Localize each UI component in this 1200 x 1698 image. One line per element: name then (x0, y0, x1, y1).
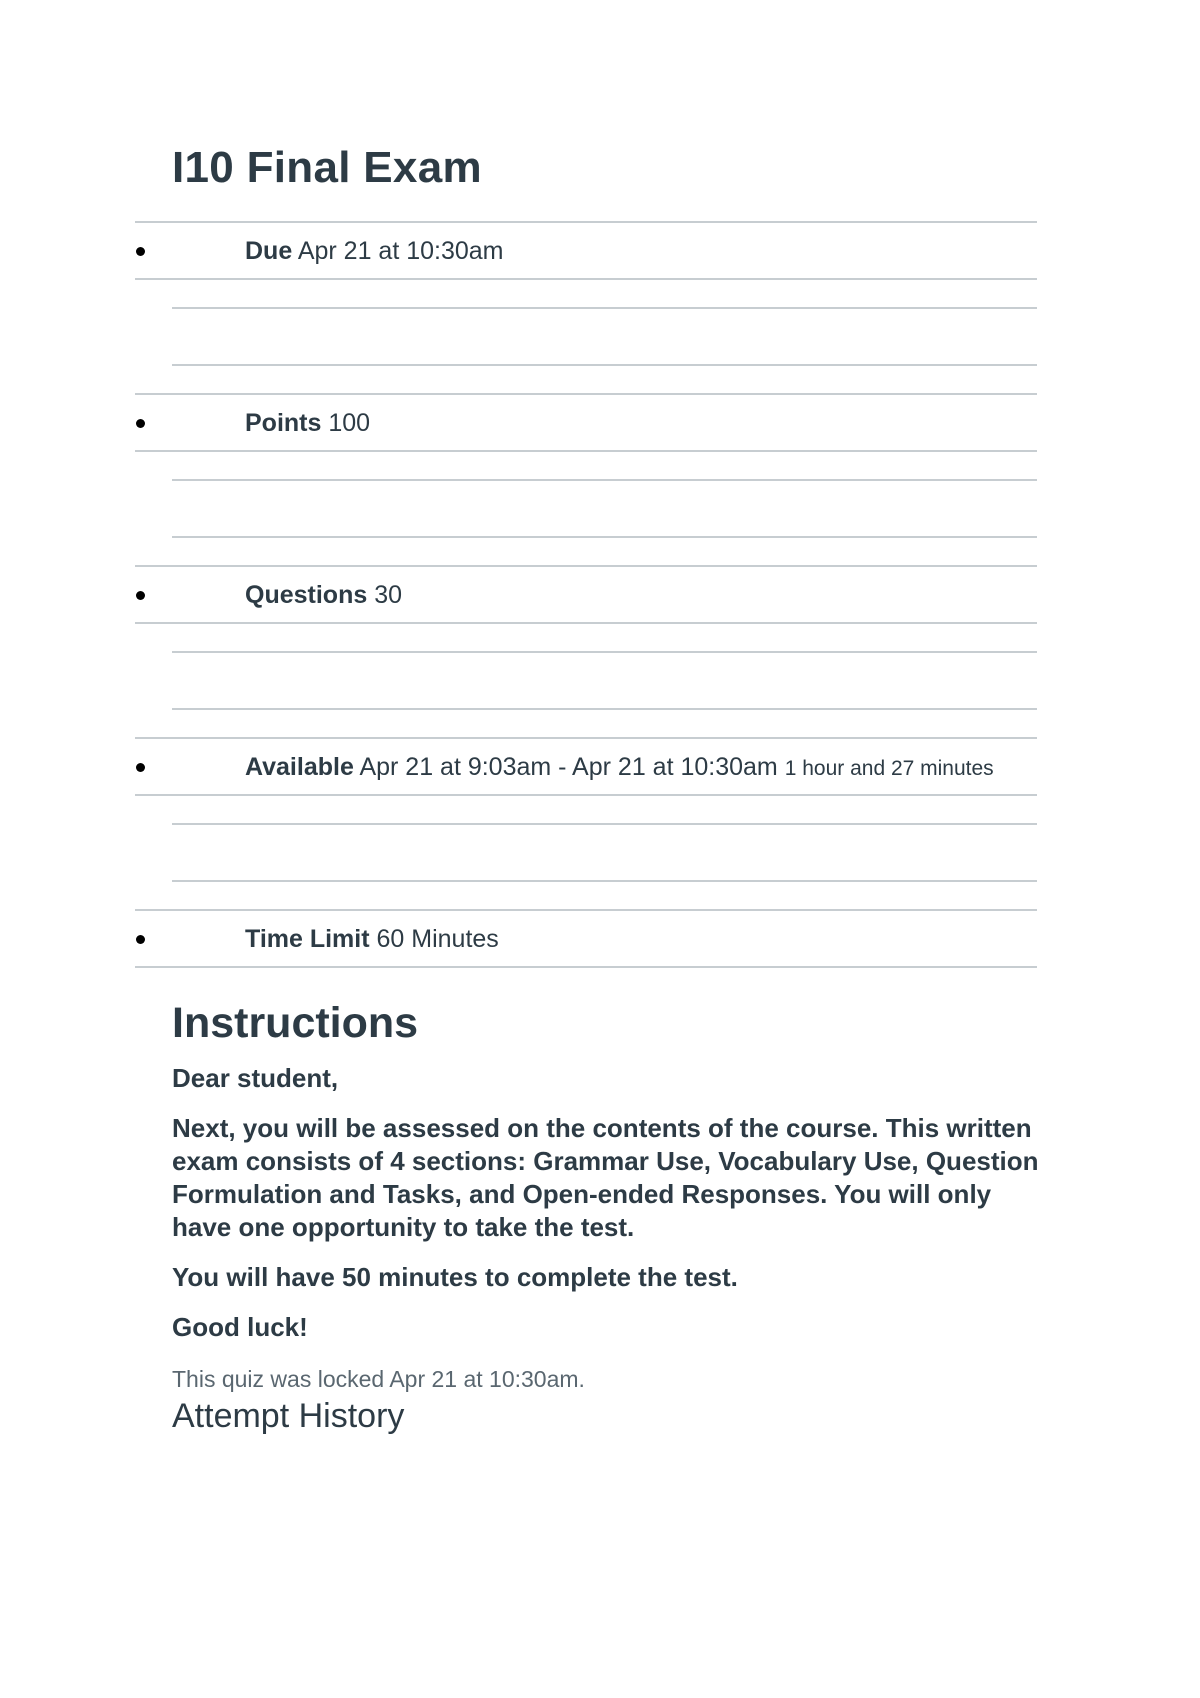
divider (172, 364, 1037, 366)
divider (172, 479, 1037, 481)
divider (135, 450, 1037, 452)
divider (135, 966, 1037, 968)
list-bullet (136, 591, 145, 600)
detail-time-limit (245, 923, 499, 955)
instructions-greeting: Dear student, (172, 1063, 339, 1093)
divider (135, 909, 1037, 911)
divider (135, 565, 1037, 567)
detail-value: 100 (328, 409, 371, 437)
detail-value: 60 Minutes (376, 925, 499, 953)
divider (172, 880, 1037, 882)
detail-available (245, 751, 994, 785)
detail-label: Time Limit (245, 925, 370, 953)
instructions-body (172, 1062, 1042, 1361)
divider (135, 737, 1037, 739)
instructions-closing: Good luck! (172, 1312, 308, 1342)
divider (172, 307, 1037, 309)
detail-label: Points (245, 409, 322, 437)
detail-value: Apr 21 at 9:03am - Apr 21 at 10:30am (359, 753, 778, 781)
list-bullet (136, 419, 145, 428)
detail-due (245, 235, 504, 267)
divider (135, 278, 1037, 280)
instructions-heading: Instructions (172, 999, 419, 1047)
divider (135, 622, 1037, 624)
list-bullet (136, 763, 145, 772)
divider (172, 536, 1037, 538)
instructions-paragraph: You will have 50 minutes to complete the test. (172, 1262, 738, 1292)
detail-label: Due (245, 237, 293, 265)
attempt-history-heading: Attempt History (172, 1397, 405, 1435)
detail-label: Available (245, 753, 354, 781)
quiz-locked-notice: This quiz was locked Apr 21 at 10:30am. (172, 1366, 585, 1392)
detail-questions (245, 579, 402, 611)
detail-value: Apr 21 at 10:30am (297, 237, 504, 265)
divider (135, 393, 1037, 395)
detail-value: 30 (374, 581, 403, 609)
detail-label: Questions (245, 581, 368, 609)
detail-points (245, 407, 370, 439)
divider (172, 651, 1037, 653)
list-bullet (136, 935, 145, 944)
list-bullet (136, 247, 145, 256)
divider (172, 708, 1037, 710)
availability-duration: 1 hour and 27 minutes (784, 757, 994, 780)
divider (135, 221, 1037, 223)
divider (172, 823, 1037, 825)
instructions-paragraph: Next, you will be assessed on the contents of the course. This written exam consists of 4 sections: Grammar Use, Vocabulary Use, Question Formulation and Tasks, and Open-ended Responses. You will only have one opportunity to take the test. (172, 1113, 1039, 1242)
quiz-title: I10 Final Exam (172, 143, 482, 192)
divider (135, 794, 1037, 796)
